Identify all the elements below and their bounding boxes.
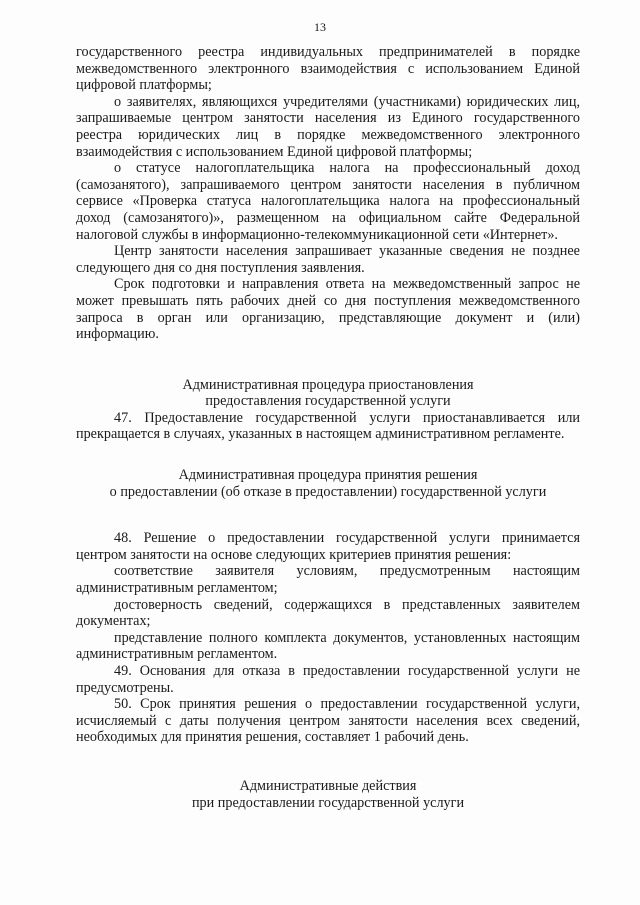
heading-line: при предоставлении государственной услуги <box>191 794 465 811</box>
paragraph-egrip: государственного реестра индивидуальных предпринимателей в порядке межведомственного электронного взаимодействия с использованием Единой цифровой платформы; <box>76 44 580 94</box>
heading-line: предоставления государственной услуги <box>205 393 451 410</box>
paragraph-47: 47. Предоставление государственной услуги приостанавливается или прекращается в случаях, указанных в настоящем административном регламенте. <box>76 409 580 443</box>
page-number: 13 <box>314 20 326 34</box>
heading-line: Административная процедура приостановления <box>182 376 474 393</box>
heading-line: Административная процедура принятия решения <box>178 467 478 484</box>
section-heading-actions <box>76 778 580 811</box>
paragraph-founders: о заявителях, являющихся учредителями (участниками) юридических лиц, запрашиваемые центром занятости населения из Единого государственного реестра юридических лиц в порядке межведомственного электронного взаимодействия с использованием Единой цифровой платформы; <box>76 93 580 160</box>
section-heading-suspension <box>76 377 580 410</box>
paragraph-response-deadline: Срок подготовки и направления ответа на межведомственный запрос не может превышать пять рабочих дней со дня поступления межведомственного запроса в орган или организацию, представляющие документ и (или) информацию. <box>76 276 580 343</box>
heading-line: о предоставлении (об отказе в предоставлении) государственной услуги <box>109 483 547 500</box>
paragraph-48: 48. Решение о предоставлении государственной услуги принимается центром занятости на основе следующих критериев принятия решения: <box>76 530 580 563</box>
paragraph-request-deadline: Центр занятости населения запрашивает указанные сведения не позднее следующего дня со дня поступления заявления. <box>76 243 580 276</box>
criterion-item: достоверность сведений, содержащихся в представленных заявителем документах; <box>76 596 580 630</box>
heading-line: Административные действия <box>239 777 417 794</box>
paragraph-50: 50. Срок принятия решения о предоставлении государственной услуги, исчисляемый с даты получения центром занятости населения всех сведений, необходимых для принятия решения, составляет 1 рабочий день. <box>76 696 580 746</box>
criterion-item: соответствие заявителя условиям, предусмотренным настоящим административным регламентом; <box>76 563 580 597</box>
section-heading-decision <box>76 467 580 500</box>
paragraph-self-employed-status: о статусе налогоплательщика налога на профессиональный доход (самозанятого), запрашиваемого центром занятости населения в публичном сервисе «Проверка статуса налогоплательщика налога на профессиональный доход (самозанятого)», размещенном на официальном сайте Федеральной налоговой службы в информационно-телекоммуникационной сети «Интернет». <box>76 160 580 243</box>
page-content <box>76 44 580 811</box>
criterion-item: представление полного комплекта документов, установленных настоящим административным регламентом. <box>76 629 580 663</box>
paragraph-49: 49. Основания для отказа в предоставлении государственной услуги не предусмотрены. <box>76 663 580 696</box>
